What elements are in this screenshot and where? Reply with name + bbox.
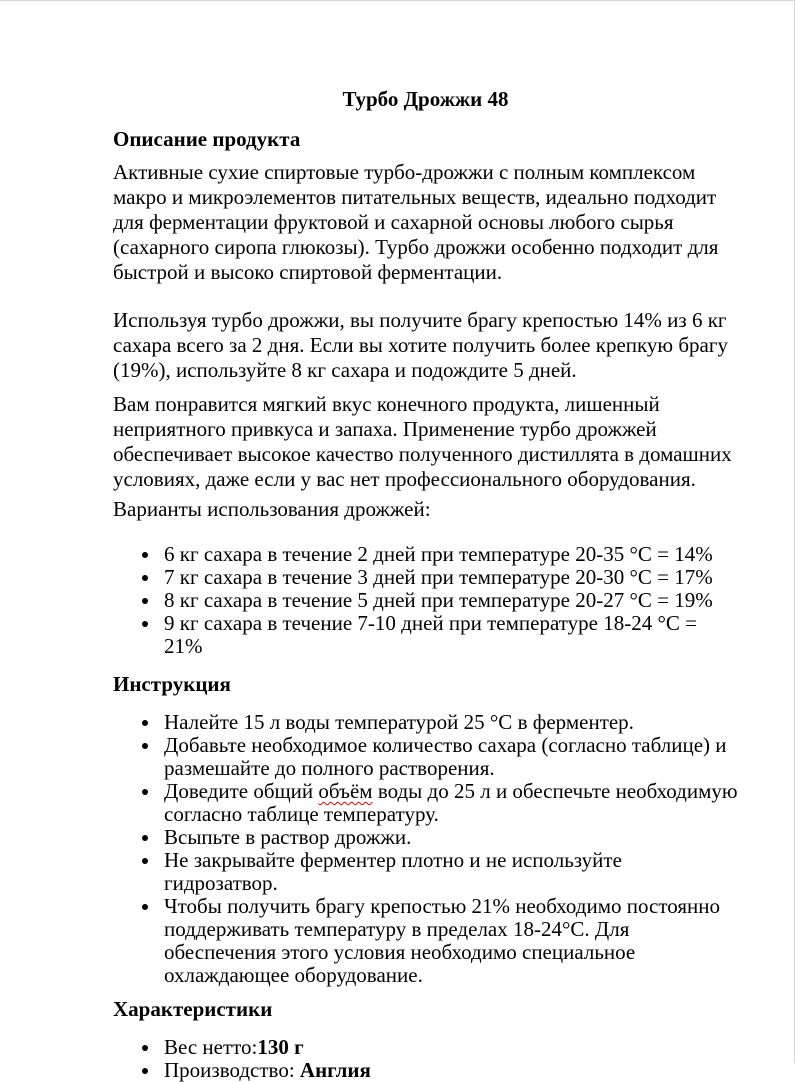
variant-item: • 9 кг сахара в течение 7-10 дней при температуре 18-24 °С = 21% (161, 612, 738, 658)
misspelled-word: объём (318, 779, 373, 803)
characteristic-value: 130 г (257, 1035, 304, 1059)
instruction-text: Налейте 15 л воды температурой 25 °С в ферментер. (164, 710, 634, 734)
doc-title: Турбо Дрожжи 48 (342, 87, 509, 111)
section-description (113, 126, 738, 658)
description-paragraph: Используя турбо дрожжи, вы получите брагу крепостью 14% из 6 кг сахара всего за 2 дня. Если вы хотите получить более крепкую брагу (19%), используйте 8 кг сахара и подождите 5 дней. (113, 308, 728, 382)
instruction-item (161, 895, 738, 987)
instruction-text: Добавьте необходимое количество сахара (согласно таблице) и размешайте до полного растворения. (164, 733, 727, 780)
instruction-item (161, 711, 738, 734)
variant-item: • 8 кг сахара в течение 5 дней при температуре 20-27 °С = 19% (161, 589, 738, 612)
description-paragraph: Активные сухие спиртовые турбо-дрожжи с полным комплексом макро и микроэлементов питательных веществ, идеально подходит для ферментации фруктовой и сахарной основы любого сырья (сахарного сиропа глюкозы). Турбо дрожжи особенно подходит для быстрой и высоко спиртовой ферментации. (113, 160, 719, 284)
instruction-text: Чтобы получить брагу крепостью 21% необходимо постоянно поддерживать температуру в пределах 18-24°С. Для обеспечения этого условия необходимо специальное охлаждающее оборудование. (164, 894, 720, 987)
characteristic-value: Англия (299, 1058, 371, 1082)
instructions-list (113, 711, 738, 987)
instruction-item (161, 780, 738, 826)
description-paragraph: Вам понравится мягкий вкус конечного продукта, лишенный неприятного привкуса и запаха. Применение турбо дрожжей обеспечивает высокое качество полученного дистиллята в домашних условиях, даже если у вас нет профессионального оборудования. (113, 392, 732, 491)
characteristics-list (113, 1036, 738, 1082)
section-characteristics (113, 996, 738, 1082)
instruction-text: Доведите общий (164, 779, 319, 803)
characteristic-item (161, 1036, 738, 1059)
instruction-text: Не закрывайте ферментер плотно и не используйте гидрозатвор. (164, 848, 622, 895)
instructions-heading: Инструкция (113, 672, 231, 696)
instruction-text: воды до 25 л и обеспечьте необходимую согласно таблице температуру. (164, 779, 738, 826)
variant-item: • 7 кг сахара в течение 3 дней при температуре 20-30 °С = 17% (161, 566, 738, 589)
section-instructions (113, 671, 738, 987)
characteristics-heading: Характеристики (113, 997, 273, 1021)
characteristic-label: Вес нетто: (164, 1035, 258, 1059)
instruction-item (161, 826, 738, 849)
variants-label: Варианты использования дрожжей: (113, 497, 431, 521)
instruction-item (161, 849, 738, 895)
instruction-item (161, 734, 738, 780)
variants-list (113, 543, 738, 658)
variant-item: • 6 кг сахара в течение 2 дней при температуре 20-35 °С = 14% (161, 543, 738, 566)
characteristic-item (161, 1059, 738, 1082)
description-heading: Описание продукта (113, 127, 301, 151)
characteristic-label: Производство: (164, 1058, 300, 1082)
instruction-text: Всыпьте в раствор дрожжи. (164, 825, 412, 849)
